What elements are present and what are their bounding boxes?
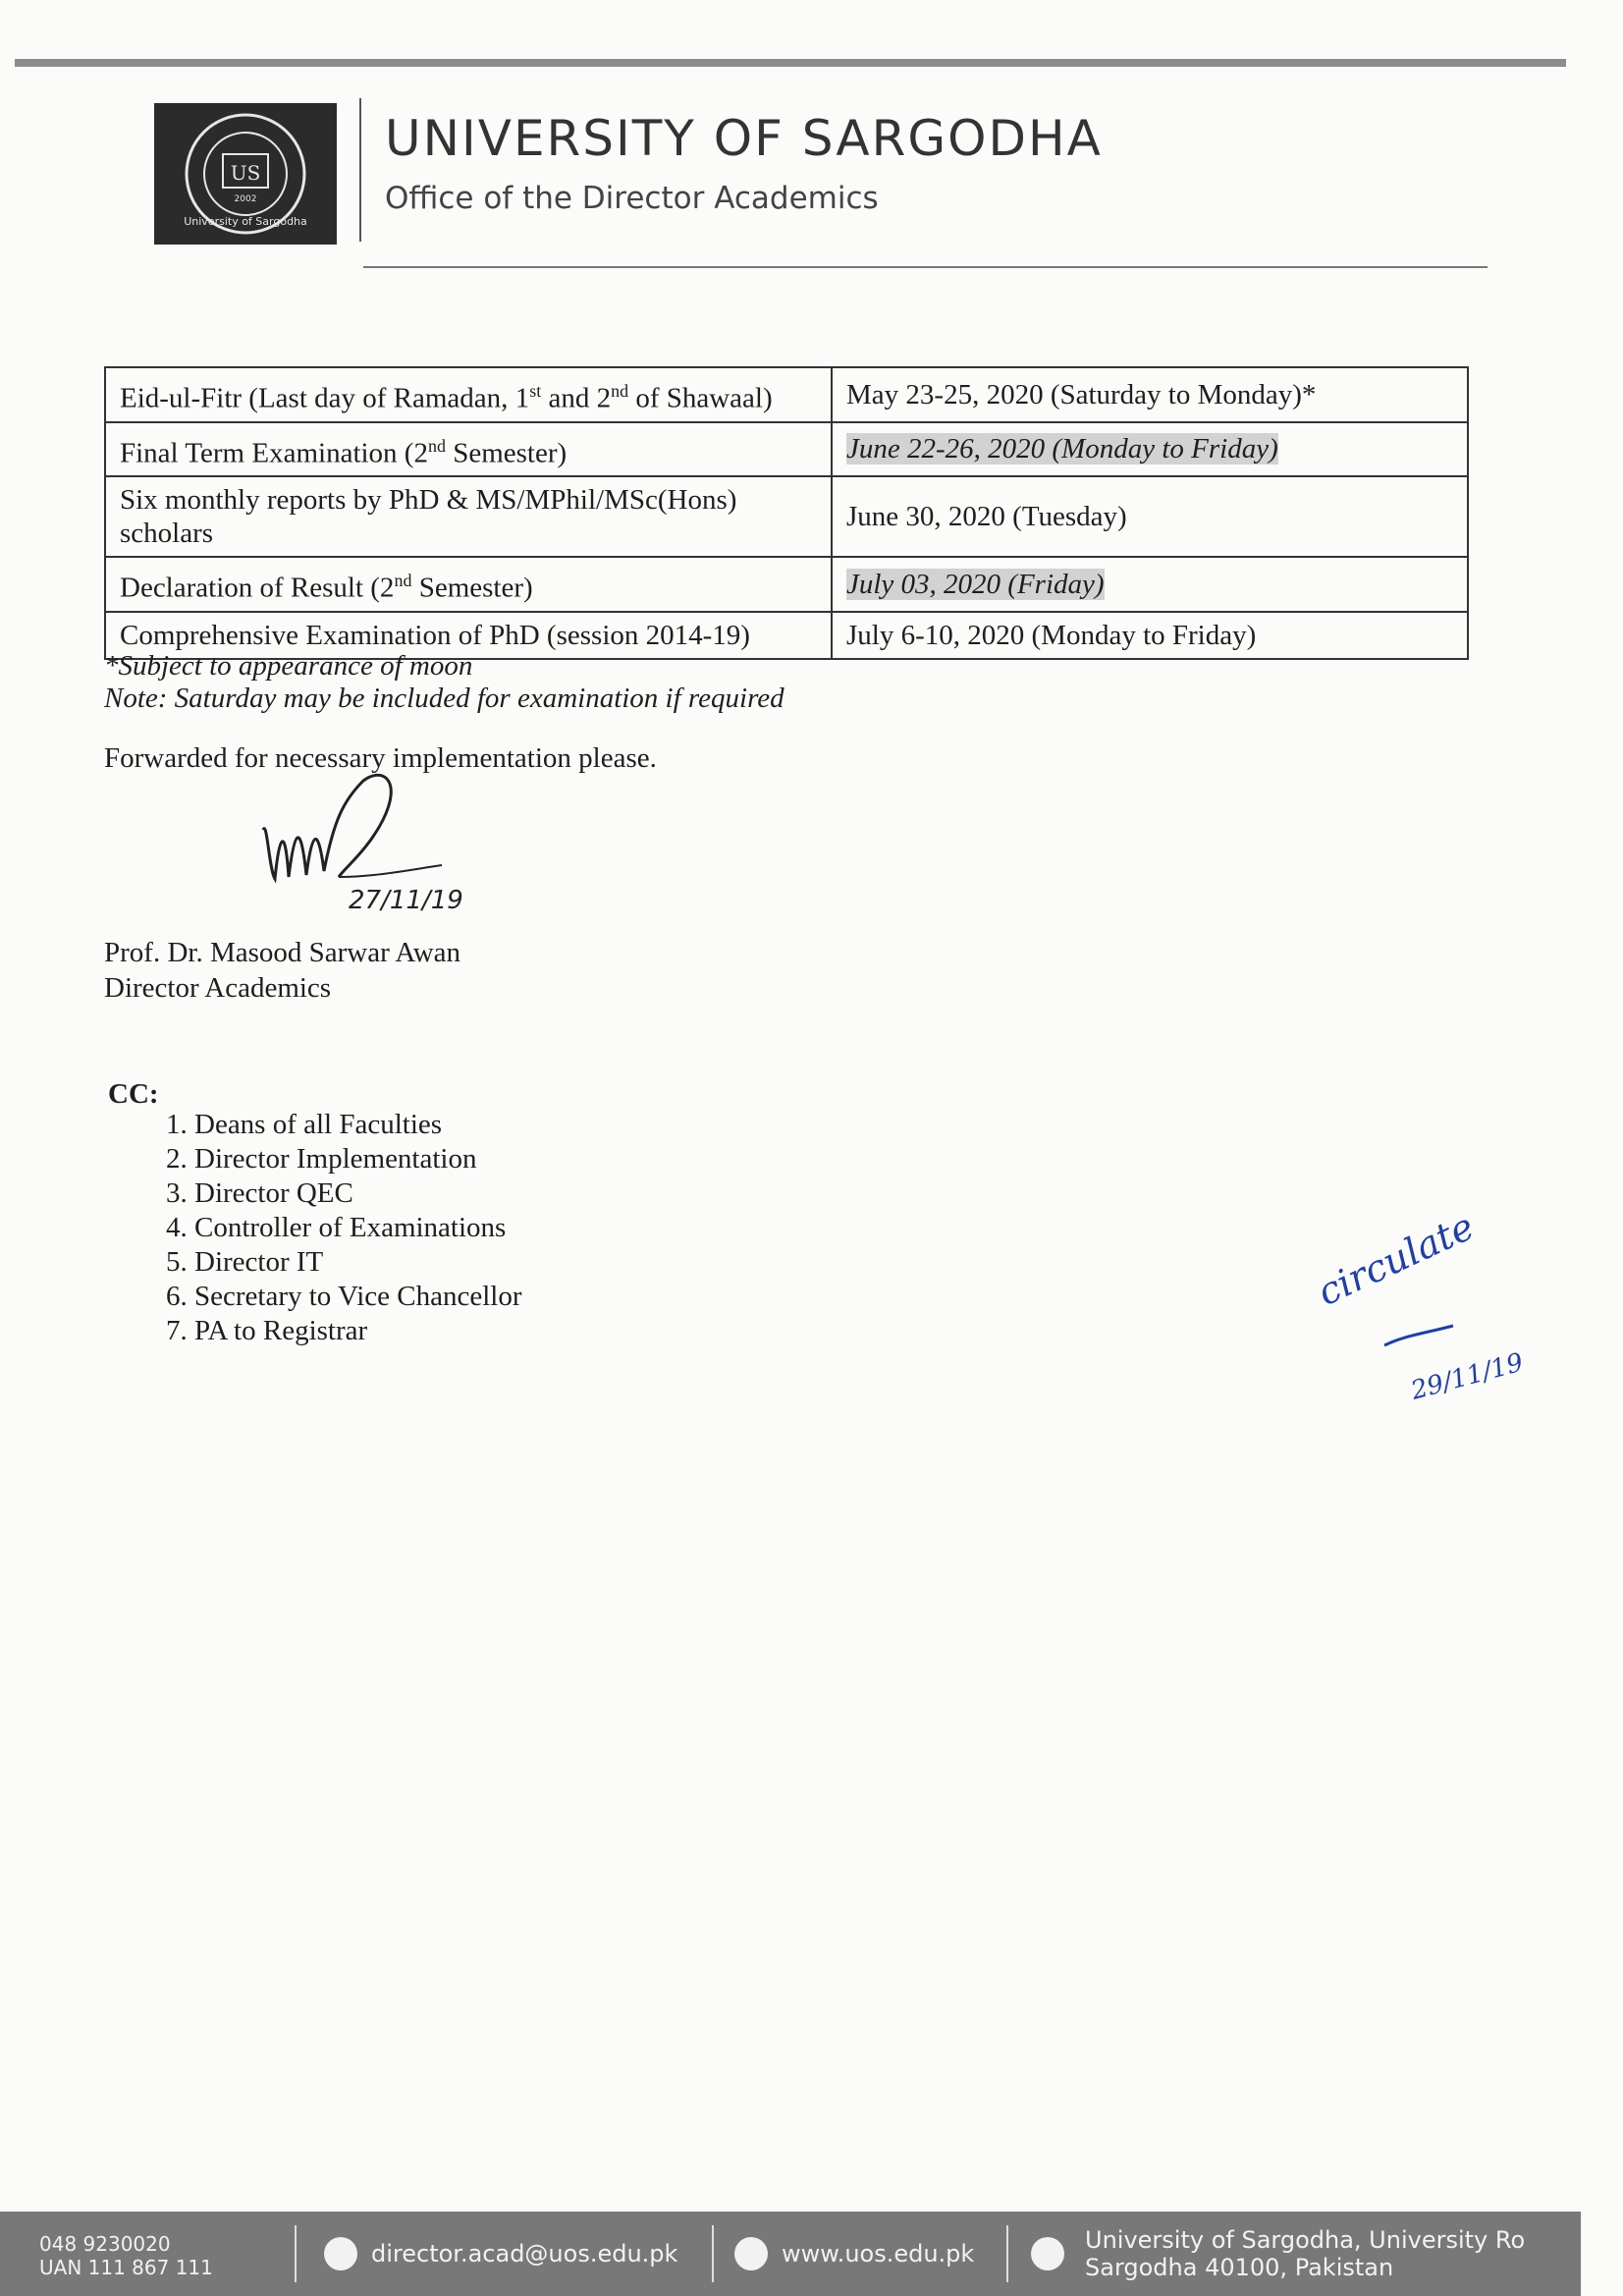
date-cell: June 30, 2020 (Tuesday) bbox=[832, 476, 1468, 557]
footer-website[interactable]: www.uos.edu.pk bbox=[782, 2240, 975, 2268]
highlighted-date: July 03, 2020 (Friday) bbox=[846, 569, 1105, 601]
table-row bbox=[105, 422, 1468, 477]
header-rule bbox=[363, 266, 1488, 268]
event-cell: Declaration of Result (2nd Semester) bbox=[105, 557, 832, 612]
forwarded-text: Forwarded for necessary implementation please. bbox=[104, 742, 657, 774]
university-logo bbox=[154, 103, 337, 245]
footer-uan: UAN 111 867 111 bbox=[39, 2256, 213, 2279]
svg-text:2002: 2002 bbox=[234, 194, 257, 204]
footer-phone: 048 9230020 bbox=[39, 2232, 171, 2256]
footer-divider bbox=[712, 2225, 714, 2282]
event-cell: Six monthly reports by PhD & MS/MPhil/MSc(Hons) scholars bbox=[105, 476, 832, 557]
annotation-date: 29/11/19 bbox=[1408, 1347, 1527, 1406]
cc-list bbox=[157, 1108, 522, 1348]
footer-bar bbox=[0, 2212, 1581, 2296]
date-cell: July 6-10, 2020 (Monday to Friday) bbox=[832, 612, 1468, 659]
footer-divider bbox=[295, 2225, 297, 2282]
list-item: 1. Deans of all Faculties bbox=[194, 1108, 522, 1142]
list-item: 7. PA to Registrar bbox=[194, 1314, 522, 1348]
top-border bbox=[15, 59, 1566, 67]
footer-address-line2: Sargodha 40100, Pakistan bbox=[1085, 2254, 1394, 2281]
list-item: 2. Director Implementation bbox=[194, 1142, 522, 1176]
list-item: 3. Director QEC bbox=[194, 1176, 522, 1211]
table-row bbox=[105, 557, 1468, 612]
date-cell: May 23-25, 2020 (Saturday to Monday)* bbox=[832, 367, 1468, 422]
handwritten-annotation bbox=[1311, 1204, 1527, 1424]
globe-icon bbox=[734, 2237, 768, 2270]
location-pin-icon bbox=[1031, 2237, 1064, 2270]
date-cell bbox=[832, 557, 1468, 612]
signatory-name: Prof. Dr. Masood Sarwar Awan bbox=[104, 937, 461, 968]
university-name: UNIVERSITY OF SARGODHA bbox=[385, 110, 1103, 167]
saturday-note: Note: Saturday may be included for examination if required bbox=[104, 683, 784, 714]
svg-text:US: US bbox=[230, 161, 261, 185]
list-item: 5. Director IT bbox=[194, 1245, 522, 1280]
date-cell bbox=[832, 422, 1468, 477]
list-item: 6. Secretary to Vice Chancellor bbox=[194, 1280, 522, 1314]
footer-email[interactable]: director.acad@uos.edu.pk bbox=[371, 2240, 678, 2268]
signatory-designation: Director Academics bbox=[104, 972, 332, 1004]
event-cell: Final Term Examination (2nd Semester) bbox=[105, 422, 832, 477]
event-cell: Comprehensive Examination of PhD (session 2014-19) bbox=[105, 612, 832, 659]
signature-date: 27/11/19 bbox=[349, 886, 463, 915]
annotation-word: circulate bbox=[1311, 1204, 1481, 1315]
footer-divider bbox=[1006, 2225, 1008, 2282]
signature-icon bbox=[245, 761, 471, 918]
email-icon bbox=[324, 2237, 357, 2270]
event-cell: Eid-ul-Fitr (Last day of Ramadan, 1st and 2nd of Shawaal) bbox=[105, 367, 832, 422]
footer-address-line1: University of Sargodha, University Ro bbox=[1085, 2226, 1526, 2254]
table-row bbox=[105, 367, 1468, 422]
highlighted-date: June 22-26, 2020 (Monday to Friday) bbox=[846, 433, 1278, 465]
cc-label: CC: bbox=[108, 1078, 159, 1110]
schedule-table bbox=[104, 366, 1469, 660]
svg-text:University of Sargodha: University of Sargodha bbox=[184, 215, 307, 228]
moon-note: *Subject to appearance of moon bbox=[104, 650, 473, 682]
table-row bbox=[105, 476, 1468, 557]
list-item: 4. Controller of Examinations bbox=[194, 1211, 522, 1245]
header-divider bbox=[359, 98, 361, 242]
office-name: Office of the Director Academics bbox=[385, 181, 879, 216]
